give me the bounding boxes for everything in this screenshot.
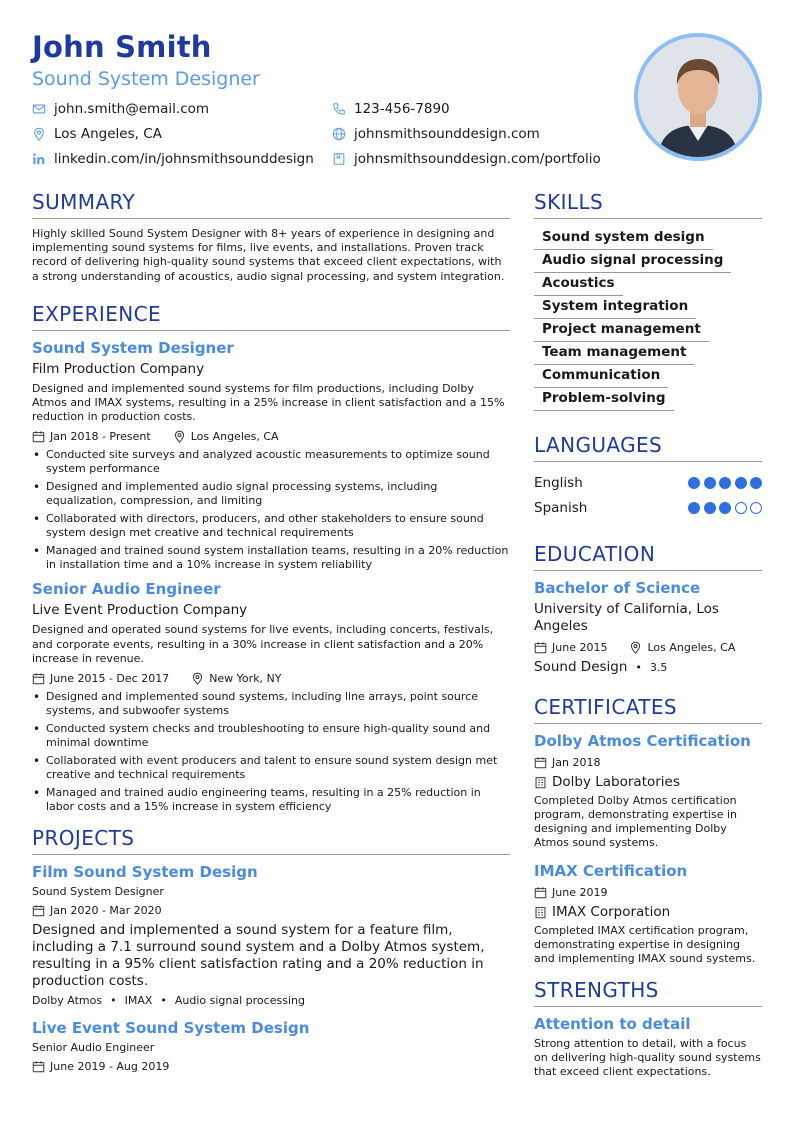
- projects-heading: PROJECTS: [32, 826, 510, 855]
- skill-tag: Problem-solving: [534, 388, 674, 411]
- experience-company: Film Production Company: [32, 360, 205, 377]
- list-item: • Designed and implemented sound systems, including line arrays, point source systems, and subwoofer systems: [32, 690, 510, 718]
- calendar-icon: [534, 756, 547, 769]
- contact-website[interactable]: [332, 123, 622, 144]
- project-meta: [32, 1058, 510, 1074]
- experience-location: Los Angeles, CA: [190, 429, 279, 443]
- education-item: [534, 579, 762, 675]
- project-dates: Jan 2020 - Mar 2020: [50, 903, 162, 917]
- strengths-heading: STRENGTHS: [534, 978, 762, 1007]
- education-heading: EDUCATION: [534, 542, 762, 571]
- linkedin-text: linkedin.com/in/johnsmithsounddesign: [54, 150, 314, 167]
- level-dot-filled: [704, 477, 716, 489]
- location-text: Los Angeles, CA: [54, 125, 162, 142]
- list-item: • Managed and trained audio engineering teams, resulting in a 25% reduction in labor costs and a 15% increase in system efficiency: [32, 786, 510, 814]
- globe-icon: [332, 127, 346, 141]
- experience-title: Sound System Designer: [32, 338, 234, 357]
- project-dates: June 2019 - Aug 2019: [50, 1059, 170, 1073]
- tag-separator: •: [110, 994, 117, 1008]
- language-row: [534, 495, 762, 520]
- portfolio-text: johnsmithsounddesign.com/portfolio: [354, 150, 601, 167]
- contact-location: [32, 123, 332, 144]
- level-dot-filled: [688, 502, 700, 514]
- experience-item: [32, 339, 510, 573]
- level-dot-filled: [719, 502, 731, 514]
- project-meta: [32, 902, 510, 918]
- contact-phone[interactable]: [332, 98, 622, 119]
- calendar-icon: [32, 672, 45, 685]
- summary-heading: SUMMARY: [32, 190, 510, 219]
- phone-text: 123-456-7890: [354, 100, 450, 117]
- calendar-icon: [534, 886, 547, 899]
- experience-dates: Jan 2018 - Present: [50, 429, 151, 443]
- language-name: Spanish: [534, 499, 588, 516]
- certificate-description: Completed Dolby Atmos certification program, demonstrating expertise in designing and implementing Dolby Atmos sound systems.: [534, 794, 737, 849]
- location-pin-icon: [629, 641, 642, 654]
- skills-list: [534, 227, 762, 411]
- contact-portfolio[interactable]: [332, 148, 622, 169]
- certificate-meta: [534, 754, 762, 770]
- experience-meta: [32, 670, 510, 686]
- project-item: [32, 863, 510, 1007]
- contact-email[interactable]: [32, 98, 332, 119]
- skill-tag: Team management: [534, 342, 694, 365]
- level-dot-filled: [688, 477, 700, 489]
- certificate-item: [534, 732, 762, 850]
- project-description: Designed and implemented a sound system for a feature film, including a 7.1 surround sound system and a Dolby Atmos system, resulting in a 95% client satisfaction rating and a 20% reduction in production costs.: [32, 922, 485, 990]
- certificate-issuer-row: [534, 904, 762, 920]
- experience-description: Designed and operated sound systems for live events, including concerts, festivals, and corporate events, resulting in a 30% increase in client satisfaction and a 20% increase in revenue.: [32, 623, 494, 665]
- experience-location: New York, NY: [209, 671, 282, 685]
- profile-photo-illustration: [638, 37, 758, 157]
- skill-tag: Communication: [534, 365, 668, 388]
- certificate-issuer-row: [534, 774, 762, 790]
- linkedin-icon: [32, 152, 46, 166]
- skills-heading: SKILLS: [534, 190, 762, 219]
- certificate-date: June 2019: [552, 885, 608, 899]
- language-name: English: [534, 474, 583, 491]
- building-icon: [534, 906, 547, 919]
- language-level-dots: [685, 502, 763, 514]
- certificate-title: Dolby Atmos Certification: [534, 732, 751, 750]
- certificate-issuer: Dolby Laboratories: [552, 774, 680, 790]
- education-school: University of California, Los Angeles: [534, 601, 719, 634]
- level-dot-filled: [719, 477, 731, 489]
- education-location: Los Angeles, CA: [647, 640, 736, 654]
- level-dot-empty: [735, 502, 747, 514]
- project-role: Sound System Designer: [32, 885, 164, 899]
- education-degree: Bachelor of Science: [534, 579, 701, 597]
- experience-title: Senior Audio Engineer: [32, 580, 221, 599]
- website-text: johnsmithsounddesign.com: [354, 125, 540, 142]
- experience-heading: EXPERIENCE: [32, 302, 510, 331]
- list-item: • Managed and trained sound system installation teams, resulting in a 20% reduction in installation time and a 10% increase in system reliability: [32, 544, 510, 572]
- list-item: • Conducted system checks and troubleshooting to ensure high-quality sound and minimal downtime: [32, 722, 510, 750]
- strength-title: Attention to detail: [534, 1015, 691, 1033]
- calendar-icon: [32, 904, 45, 917]
- certificate-title: IMAX Certification: [534, 862, 688, 880]
- languages-list: [534, 470, 762, 520]
- list-item: • Conducted site surveys and analyzed acoustic measurements to optimize sound system performance: [32, 448, 510, 476]
- list-item: • Designed and implemented audio signal processing systems, including equalization, compression, and limiting: [32, 480, 510, 508]
- skill-tag: System integration: [534, 296, 696, 319]
- location-pin-icon: [173, 430, 186, 443]
- project-tag: Audio signal processing: [174, 994, 305, 1008]
- project-item: [32, 1019, 510, 1074]
- certificate-description: Completed IMAX certification program, demonstrating expertise in designing and implementing IMAX sound systems.: [534, 924, 756, 965]
- experience-dates: June 2015 - Dec 2017: [50, 671, 170, 685]
- bookmark-icon: [332, 152, 346, 166]
- field-separator: •: [635, 660, 642, 674]
- language-level-dots: [685, 477, 763, 489]
- tag-separator: •: [160, 994, 167, 1008]
- list-item: • Collaborated with event producers and talent to ensure sound system design met creative and technical requirements: [32, 754, 510, 782]
- left-column: [32, 190, 510, 1078]
- right-column: [534, 190, 762, 1079]
- experience-bullets: [32, 690, 510, 814]
- project-title: Film Sound System Design: [32, 863, 258, 882]
- language-row: [534, 470, 762, 495]
- project-tag: IMAX: [124, 994, 153, 1008]
- calendar-icon: [32, 430, 45, 443]
- building-icon: [534, 776, 547, 789]
- email-icon: [32, 102, 46, 116]
- experience-description: Designed and implemented sound systems for film productions, including Dolby Atmos and IMAX systems, resulting in a 25% increase in client satisfaction and a 15% reduction in production costs.: [32, 381, 505, 424]
- summary-text: Highly skilled Sound System Designer with 8+ years of experience in designing and implementing sound systems for films, live events, and installations. Proven track record of delivering high-quality sound systems that exceed client expectations, with a strong understanding of acoustics, audio signal processing, and system integration.: [32, 227, 505, 283]
- level-dot-empty: [750, 502, 762, 514]
- level-dot-filled: [750, 477, 762, 489]
- candidate-title: Sound System Designer: [32, 68, 260, 90]
- education-date: June 2015: [552, 640, 608, 654]
- location-pin-icon: [32, 127, 46, 141]
- certificate-item: [534, 862, 762, 966]
- contact-info: [32, 98, 622, 169]
- certificate-issuer: IMAX Corporation: [552, 904, 671, 920]
- education-meta: [534, 639, 762, 655]
- experience-meta: [32, 428, 510, 444]
- skill-tag: Acoustics: [534, 273, 623, 296]
- project-tag: Dolby Atmos: [32, 994, 103, 1008]
- profile-photo: [634, 33, 762, 161]
- email-text: john.smith@email.com: [54, 100, 210, 117]
- calendar-icon: [32, 1060, 45, 1073]
- level-dot-filled: [704, 502, 716, 514]
- education-field: Sound Design: [534, 659, 628, 675]
- certificate-date: Jan 2018: [552, 755, 601, 769]
- contact-linkedin[interactable]: [32, 148, 332, 169]
- project-role: Senior Audio Engineer: [32, 1041, 155, 1055]
- skill-tag: Audio signal processing: [534, 250, 731, 273]
- skill-tag: Project management: [534, 319, 709, 342]
- phone-icon: [332, 102, 346, 116]
- calendar-icon: [534, 641, 547, 654]
- languages-heading: LANGUAGES: [534, 433, 762, 462]
- candidate-name: John Smith: [32, 30, 212, 64]
- level-dot-filled: [735, 477, 747, 489]
- experience-item: [32, 580, 510, 814]
- certificate-meta: [534, 884, 762, 900]
- certificates-heading: CERTIFICATES: [534, 695, 762, 724]
- location-pin-icon: [191, 672, 204, 685]
- education-gpa: 3.5: [649, 660, 668, 674]
- project-title: Live Event Sound System Design: [32, 1019, 310, 1038]
- list-item: • Collaborated with directors, producers, and other stakeholders to ensure sound system design met creative and technical requirements: [32, 512, 510, 540]
- strength-item: [534, 1015, 762, 1079]
- skill-tag: Sound system design: [534, 227, 713, 250]
- education-field-row: [534, 659, 762, 675]
- strength-description: Strong attention to detail, with a focus on delivering high-quality sound systems that exceed client expectations.: [534, 1037, 761, 1078]
- experience-company: Live Event Production Company: [32, 602, 248, 619]
- experience-bullets: [32, 448, 510, 572]
- project-tags: [32, 994, 510, 1007]
